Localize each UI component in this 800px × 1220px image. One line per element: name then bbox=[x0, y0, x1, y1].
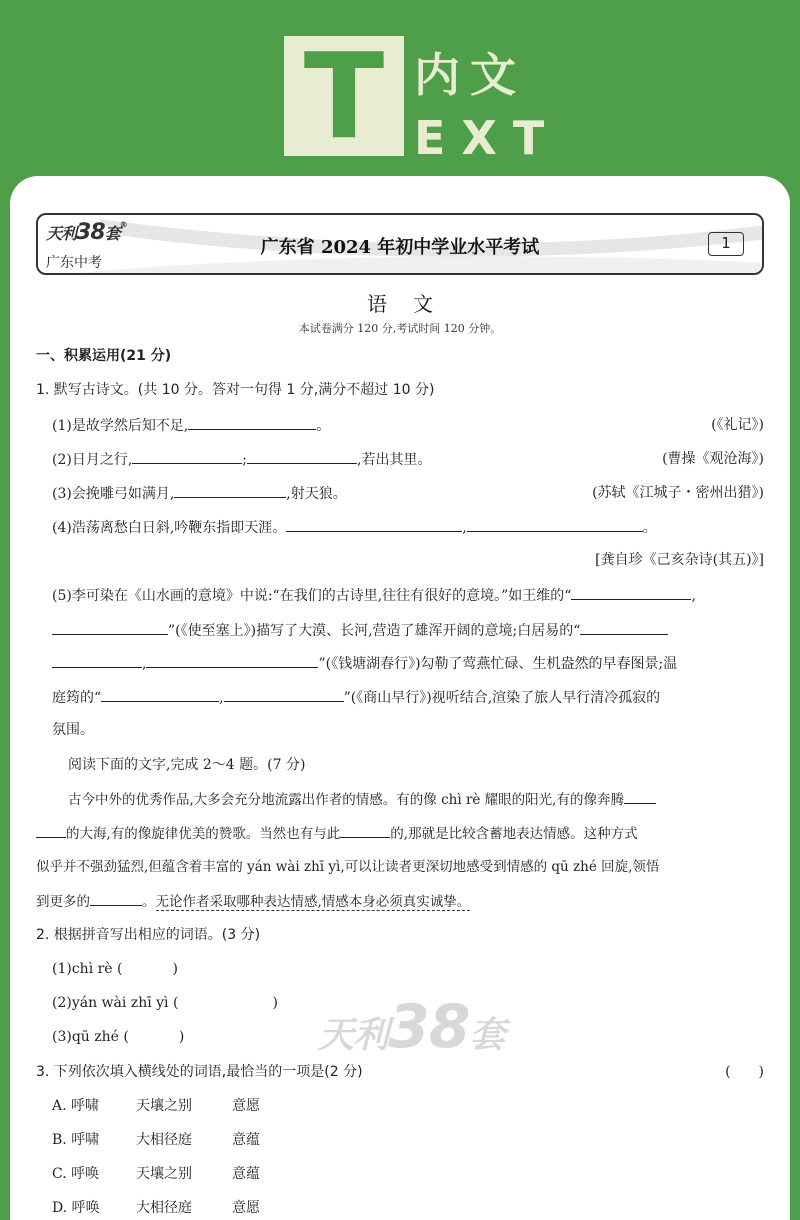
option-b[interactable]: B. 呼啸 大相径庭 意蕴 bbox=[52, 1132, 260, 1148]
passage-line-3: 似乎并不强劲猛烈,但蕴含着丰富的 yán wài zhī yì,可以让读者更深切地感受到情感的 qū zhé 回旋,领悟 bbox=[36, 859, 660, 875]
q1-item-2-source: (曹操《观沧海》) bbox=[662, 451, 764, 467]
passage-line-1: 古今中外的优秀作品,大多会充分地流露出作者的情感。有的像 chì rè 耀眼的阳光,有的像奔腾 bbox=[68, 790, 656, 809]
passage-blank[interactable] bbox=[90, 892, 142, 906]
option-a[interactable]: A. 呼啸 天壤之别 意愿 bbox=[52, 1098, 260, 1114]
question-2-stem: 2. 根据拼音写出相应的词语。(3 分) bbox=[36, 927, 261, 943]
passage-blank[interactable] bbox=[624, 790, 656, 804]
answer-blank[interactable] bbox=[174, 484, 286, 498]
exam-note: 本试卷满分 120 分,考试时间 120 分钟。 bbox=[298, 322, 502, 335]
q1-item-3-source: (苏轼《江城子・密州出猎》) bbox=[592, 485, 764, 501]
q2-item-2: (2)yán wài zhī yì ( ) bbox=[52, 995, 278, 1011]
answer-blank[interactable] bbox=[571, 586, 691, 600]
q1-item-5-line3: , ”(《钱塘湖春行》)勾勒了莺燕忙碌、生机盎然的早春图景;温 bbox=[52, 654, 677, 673]
answer-blank[interactable] bbox=[188, 416, 316, 430]
reading-intro: 阅读下面的文字,完成 2～4 题。(7 分) bbox=[68, 757, 306, 773]
answer-blank[interactable] bbox=[146, 654, 318, 668]
q1-item-4-source: [龚自珍《己亥杂诗(其五)》] bbox=[595, 552, 764, 568]
answer-paren[interactable]: ( ) bbox=[725, 1064, 764, 1080]
tianli-logo: 天利38套® bbox=[46, 220, 127, 245]
option-c[interactable]: C. 呼唤 天壤之别 意蕴 bbox=[52, 1166, 260, 1182]
q1-item-1-source: (《礼记》) bbox=[711, 417, 764, 433]
subject-title: 语文 bbox=[367, 292, 459, 316]
section-heading: 一、积累运用(21 分) bbox=[36, 348, 172, 364]
answer-blank[interactable] bbox=[247, 450, 357, 464]
banner-en-title: EXT bbox=[414, 111, 561, 165]
t-letter: T bbox=[303, 27, 385, 165]
answer-blank[interactable] bbox=[101, 688, 219, 702]
top-banner bbox=[0, 0, 800, 190]
option-d[interactable]: D. 呼唤 大相径庭 意愿 bbox=[52, 1200, 260, 1216]
answer-blank[interactable] bbox=[52, 654, 142, 668]
answer-blank[interactable] bbox=[467, 518, 643, 532]
q1-item-2: (2)日月之行, ; ,若出其里。 bbox=[52, 452, 432, 468]
question-1-stem: 1. 默写古诗文。(共 10 分。答对一句得 1 分,满分不超过 10 分) bbox=[36, 382, 435, 398]
q2-item-3: (3)qū zhé ( ) bbox=[52, 1029, 185, 1045]
answer-blank[interactable] bbox=[286, 518, 462, 532]
passage-line-4: 到更多的 。无论作者采取哪种表达情感,情感本身必须真实诚挚。 bbox=[36, 894, 471, 910]
banner-cn-title: 内文 bbox=[414, 48, 526, 102]
question-3-stem: 3. 下列依次填入横线处的词语,最恰当的一项是(2 分) bbox=[36, 1064, 363, 1080]
q1-item-5-line5: 氛围。 bbox=[52, 722, 94, 738]
q2-item-1: (1)chì rè ( ) bbox=[52, 961, 178, 977]
underlined-sentence: 无论作者采取哪种表达情感,情感本身必须真实诚挚。 bbox=[155, 894, 471, 910]
q1-item-5-line2: ”(《使至塞上》)描写了大漠、长河,营造了雄浑开阔的意境;白居易的“ bbox=[52, 621, 668, 640]
answer-blank[interactable] bbox=[132, 450, 242, 464]
q1-item-5-line4: 庭筠的“ , ”(《商山早行》)视听结合,渲染了旅人早行清冷孤寂的 bbox=[52, 690, 661, 706]
q1-item-4: (4)浩荡离愁白日斜,吟鞭东指即天涯。 , 。 bbox=[52, 520, 657, 536]
answer-blank[interactable] bbox=[52, 621, 168, 635]
passage-line-2: 的大海,有的像旋律优美的赞歌。当然也有与此 的,那就是比较含蓄地表达情感。这种方式 bbox=[36, 824, 638, 843]
q1-item-3: (3)会挽雕弓如满月, ,射天狼。 bbox=[52, 486, 347, 502]
series-label: 广东中考 bbox=[46, 255, 102, 271]
passage-blank[interactable] bbox=[340, 824, 390, 838]
page-number: 1 bbox=[708, 232, 744, 256]
answer-blank[interactable] bbox=[224, 688, 344, 702]
answer-blank[interactable] bbox=[580, 621, 668, 635]
passage-blank[interactable] bbox=[36, 824, 66, 838]
exam-title: 广东省 2024 年初中学业水平考试 bbox=[260, 237, 540, 258]
q1-item-1: (1)是故学然后知不足, 。 bbox=[52, 418, 331, 434]
q1-item-5-line1: (5)李可染在《山水画的意境》中说:“在我们的古诗里,往往有很好的意境。”如王维的“ , bbox=[52, 588, 696, 604]
watermark-logo: 天利38套 bbox=[318, 992, 505, 1062]
